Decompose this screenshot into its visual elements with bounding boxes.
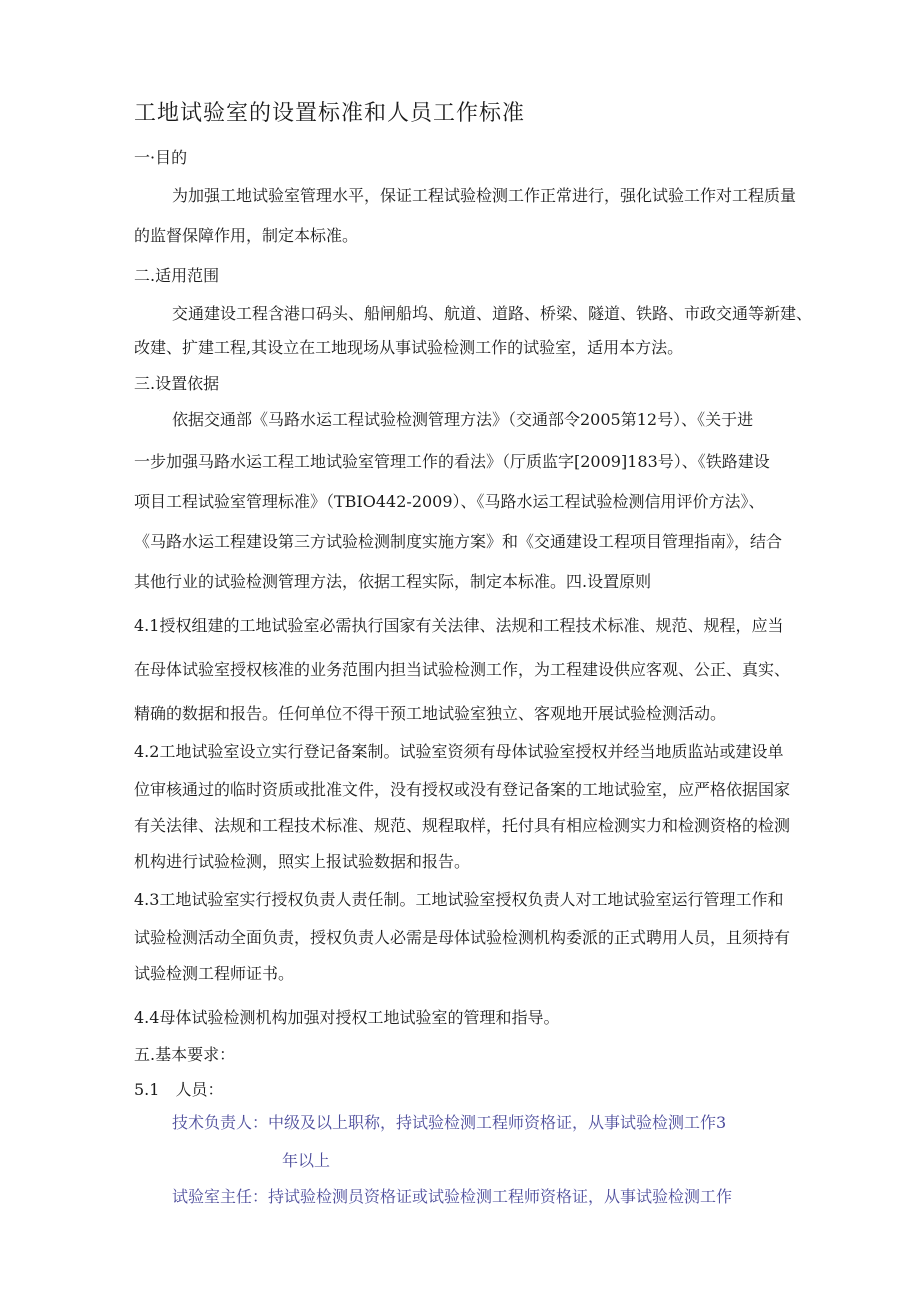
- paragraph-line: 的监督保障作用，制定本标准。: [134, 226, 359, 245]
- paragraph-line: 4.4母体试验检测机构加强对授权工地试验室的管理和指导。: [134, 1008, 560, 1027]
- paragraph-line: 精确的数据和报告。任何单位不得干预工地试验室独立、客观地开展试验检测活动。: [134, 704, 727, 723]
- paragraph-line: 位审核通过的临时资质或批准文件，没有授权或没有登记备案的工地试验室，应严格依据国家: [134, 780, 791, 799]
- section-heading-purpose: 一·目的: [134, 148, 188, 167]
- sub-heading-personnel: 5.1 人员：: [134, 1080, 224, 1099]
- paragraph-line: 其他行业的试验检测管理方法，依据工程实际，制定本标准。四.设置原则: [134, 572, 652, 591]
- paragraph-line: 交通建设工程含港口码头、船闸船坞、航道、道路、桥梁、隧道、铁路、市政交通等新建、: [172, 304, 813, 323]
- paragraph-line: 4.2工地试验室设立实行登记备案制。试验室资须有母体试验室授权并经当地质监站或建设单: [134, 742, 784, 761]
- requirement-item: 年以上: [282, 1151, 331, 1170]
- paragraph-line: 改建、扩建工程,其设立在工地现场从事试验检测工作的试验室，适用本方法。: [134, 338, 684, 357]
- section-heading-scope: 二.适用范围: [134, 266, 220, 285]
- paragraph-line: 试验检测活动全面负责，授权负责人必需是母体试验检测机构委派的正式聘用人员，且须持有: [134, 928, 791, 947]
- paragraph-line: 为加强工地试验室管理水平，保证工程试验检测工作正常进行，强化试验工作对工程质量: [172, 186, 797, 205]
- paragraph-line: 一步加强马路水运工程工地试验室管理工作的看法》（厅质监字[2009]183号）、《铁路建设: [134, 452, 770, 471]
- section-heading-basis: 三.设置依据: [134, 374, 220, 393]
- page-title: 工地试验室的设置标准和人员工作标准: [134, 101, 526, 126]
- paragraph-line: 依据交通部《马路水运工程试验检测管理方法》（交通部令2005第12号）、《关于进: [172, 410, 754, 429]
- paragraph-line: 项目工程试验室管理标准》（TBIO442-2009）、《马路水运工程试验检测信用评价方法》、: [134, 492, 765, 511]
- paragraph-line: 机构进行试验检测，照实上报试验数据和报告。: [134, 852, 471, 871]
- requirement-item: 试验室主任：持试验检测员资格证或试验检测工程师资格证，从事试验检测工作: [172, 1187, 733, 1206]
- paragraph-line: 4.1授权组建的工地试验室必需执行国家有关法律、法规和工程技术标准、规范、规程，应当: [134, 616, 784, 635]
- requirement-item: 技术负责人：中级及以上职称，持试验检测工程师资格证，从事试验检测工作3: [172, 1113, 727, 1132]
- paragraph-line: 4.3工地试验室实行授权负责人责任制。工地试验室授权负责人对工地试验室运行管理工作和: [134, 890, 784, 909]
- paragraph-line: 在母体试验室授权核准的业务范围内担当试验检测工作，为工程建设供应客观、公正、真实、: [134, 660, 791, 679]
- paragraph-line: 有关法律、法规和工程技术标准、规范、规程取样，托付具有相应检测实力和检测资格的检测: [134, 816, 791, 835]
- paragraph-line: 试验检测工程师证书。: [134, 964, 295, 983]
- paragraph-line: 《马路水运工程建设第三方试验检测制度实施方案》和《交通建设工程项目管理指南》，结合: [134, 532, 783, 551]
- section-heading-requirements: 五.基本要求：: [134, 1045, 236, 1064]
